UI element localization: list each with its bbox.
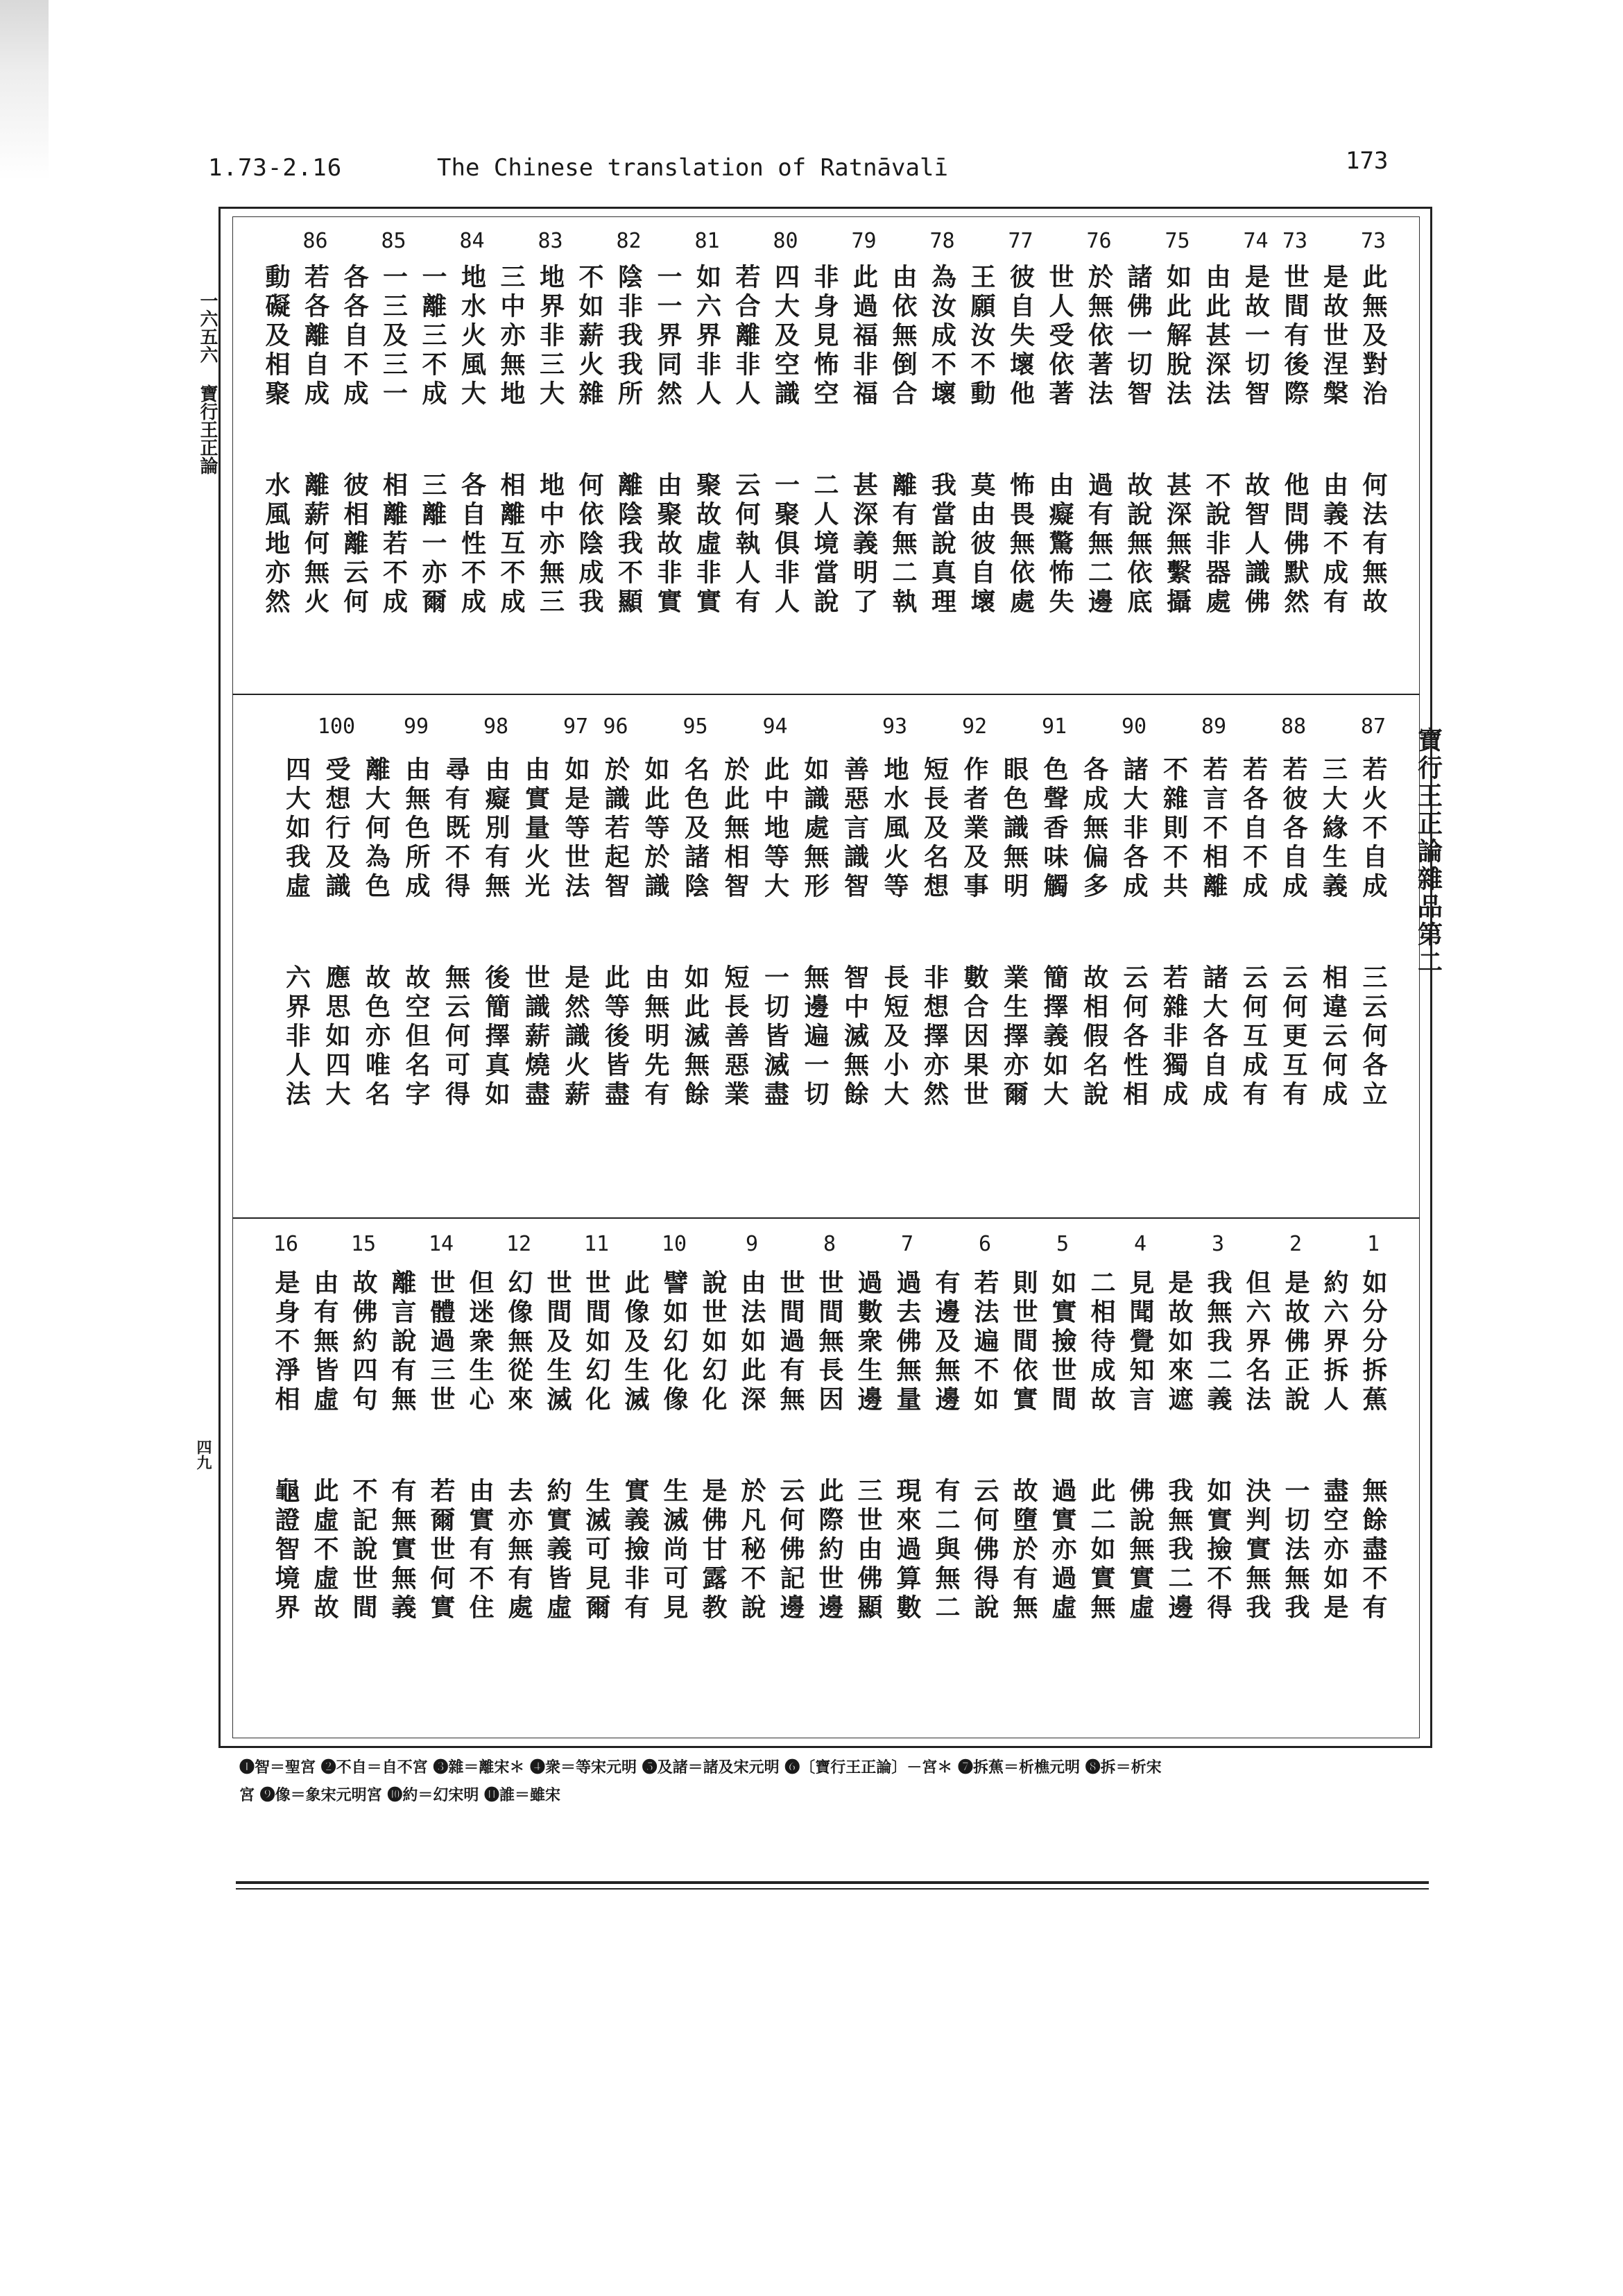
verse-line-upper: 如是等世法: [561, 756, 590, 902]
scan-edge-shadow: [0, 0, 49, 180]
verse-line-lower: 智中滅無餘: [840, 964, 870, 1110]
verse-line-upper: 故佛約四句: [349, 1269, 378, 1415]
verse-line-lower: 水風地亦然: [261, 472, 291, 617]
verse-line-lower: 云何更互有: [1279, 964, 1308, 1110]
verse-line-lower: 他問佛默然: [1280, 472, 1309, 617]
verse-line-upper: 此過福非福: [849, 264, 879, 409]
verse-number: 90: [1121, 714, 1147, 739]
verse-line-lower: 離薪何無火: [300, 472, 330, 617]
verse-line-lower: 故空但名字: [402, 964, 431, 1110]
verse-line-lower: 是佛甘露教: [698, 1477, 728, 1623]
verse-line-lower: 三離一亦爾: [418, 472, 447, 617]
verse-line-lower: 短長善惡業: [721, 964, 750, 1110]
verse-line-upper: 世間及生滅: [543, 1269, 572, 1415]
verse-line-upper: 一三及三一: [379, 264, 409, 409]
verse-line-upper: 說世如幻化: [698, 1269, 728, 1415]
verse-number: 96: [603, 714, 628, 739]
verse-line-lower: 如此滅無餘: [680, 964, 710, 1110]
verse-line-lower: 若雜非獨成: [1159, 964, 1189, 1110]
verse-line-upper: 譬如幻化像: [660, 1269, 689, 1415]
verse-line-lower: 故色亦唯名: [361, 964, 391, 1110]
verse-line-lower: 盡空亦如是: [1320, 1477, 1349, 1623]
verse-line-upper: 由實量火光: [521, 756, 551, 902]
verse-number: 93: [882, 714, 908, 739]
verse-line-lower: 二人境當說: [810, 472, 839, 617]
verse-line-lower: 若爾世何實: [427, 1477, 456, 1623]
verse-line-lower: 三世由佛顯: [854, 1477, 883, 1623]
verse-line-upper: 是故佛正說: [1281, 1269, 1310, 1415]
verse-line-upper: 各成無偏多: [1079, 756, 1109, 902]
verse-line-lower: 約實義皆虛: [543, 1477, 572, 1623]
verse-line-upper: 短長及名想: [920, 756, 950, 902]
verse-line-lower: 長短及小大: [880, 964, 909, 1110]
verse-number: 81: [694, 229, 720, 253]
verse-number: 86: [302, 229, 328, 253]
verse-line-upper: 善惡言識智: [840, 756, 870, 902]
verse-line-lower: 地中亦無三: [535, 472, 565, 617]
verse-line-lower: 如實撿不得: [1203, 1477, 1233, 1623]
verse-band-1-16: [236, 1228, 1415, 1741]
verse-line-upper: 眼色識無明: [999, 756, 1029, 902]
verse-line-lower: 不記說世間: [349, 1477, 378, 1623]
footnotes: [239, 1754, 1432, 1809]
verse-line-lower: 何法有無故: [1359, 472, 1388, 617]
verse-line-upper: 如六界非人: [692, 264, 722, 409]
verse-line-lower: 現來過算數: [893, 1477, 922, 1623]
verse-line-lower: 離陰我不顯: [614, 472, 644, 617]
bottom-rule-2: [236, 1888, 1429, 1890]
verse-number: 6: [978, 1232, 992, 1256]
verse-number: 95: [682, 714, 708, 739]
verse-line-upper: 為汝成不壞: [927, 264, 957, 409]
verse-line-upper: 世間如幻化: [582, 1269, 611, 1415]
verse-line-upper: 不雜則不共: [1159, 756, 1189, 902]
verse-number: 79: [851, 229, 877, 253]
verse-band-87-100: [236, 714, 1443, 1214]
verse-line-upper: 世間無長因: [815, 1269, 844, 1415]
margin-volume-label: 一六五六 寶行王正論: [197, 291, 218, 474]
verse-line-lower: 數合因果世: [960, 964, 989, 1110]
verse-line-upper: 陰非我我所: [614, 264, 644, 409]
verse-line-lower: 云何佛記邊: [776, 1477, 805, 1623]
footnote-line-2: 宮 ❾像＝象宋元明宮 ❿約＝幻宋明 ⓫誰＝雖宋: [239, 1786, 560, 1804]
bottom-rule-1: [236, 1881, 1429, 1884]
verse-line-upper: 不如薪火雜: [575, 264, 604, 409]
verse-line-lower: 我當說真理: [927, 472, 957, 617]
verse-line-upper: 如識處無形: [800, 756, 830, 902]
verse-number: 2: [1289, 1232, 1303, 1256]
verse-number: 84: [459, 229, 485, 253]
verse-line-upper: 若言不相離: [1199, 756, 1228, 902]
verse-line-lower: 龜證智境界: [271, 1477, 300, 1623]
verse-line-lower: 聚故虛非實: [692, 472, 722, 617]
verse-line-upper: 於此無相智: [721, 756, 750, 902]
verse-number: 9: [745, 1232, 759, 1256]
verse-number: 78: [929, 229, 955, 253]
verse-line-lower: 相離互不成: [497, 472, 526, 617]
band-divider-1: [232, 694, 1420, 695]
verse-line-lower: 不說非器處: [1202, 472, 1231, 617]
verse-line-upper: 若火不自成: [1359, 756, 1388, 902]
page-number: 173: [1346, 147, 1389, 175]
verse-line-lower: 此等後皆盡: [601, 964, 630, 1110]
verse-number: 80: [773, 229, 798, 253]
verse-line-lower: 無餘盡不有: [1359, 1477, 1388, 1623]
verse-line-lower: 實義撿非有: [621, 1477, 650, 1623]
verse-line-lower: 由無明先有: [641, 964, 670, 1110]
verse-line-upper: 各各自不成: [340, 264, 369, 409]
verse-line-lower: 是然識火薪: [561, 964, 590, 1110]
verse-line-upper: 作者業及事: [960, 756, 989, 902]
verse-line-lower: 各自性不成: [457, 472, 487, 617]
verse-line-upper: 一一界同然: [653, 264, 682, 409]
verse-line-upper: 若各自不成: [1239, 756, 1269, 902]
verse-band-73-86: [236, 222, 1415, 694]
verse-line-upper: 於無依著法: [1084, 264, 1114, 409]
verse-line-lower: 此虛不虛故: [310, 1477, 339, 1623]
verse-line-upper: 世間有後際: [1280, 264, 1309, 409]
verse-number: 4: [1133, 1232, 1147, 1256]
verse-line-lower: 由實有不住: [465, 1477, 495, 1623]
verse-line-lower: 故說無依底: [1124, 472, 1153, 617]
verse-number: 98: [483, 714, 509, 739]
verse-line-upper: 若合離非人: [732, 264, 761, 409]
verse-line-lower: 有無實無義: [388, 1477, 417, 1623]
verse-line-upper: 約六界拆人: [1320, 1269, 1349, 1415]
verse-line-lower: 一聚俱非人: [771, 472, 800, 617]
verse-number: 75: [1165, 229, 1190, 253]
verse-line-lower: 過實亦過虛: [1048, 1477, 1077, 1623]
verse-line-upper: 尋有既不得: [441, 756, 471, 902]
verse-number: 100: [317, 714, 356, 739]
verse-line-lower: 佛說無實虛: [1126, 1477, 1155, 1623]
verse-line-lower: 去亦無有處: [504, 1477, 533, 1623]
page-title: The Chinese translation of Ratnāvalī: [437, 154, 948, 182]
verse-number: 7: [900, 1232, 914, 1256]
verse-line-lower: 一切皆滅盡: [760, 964, 790, 1110]
verse-line-lower: 生滅尚可見: [660, 1477, 689, 1623]
verse-line-upper: 四大如我虛: [282, 756, 311, 902]
verse-line-upper: 如此解脫法: [1162, 264, 1192, 409]
verse-line-upper: 於識若起智: [601, 756, 630, 902]
verse-line-upper: 諸佛一切智: [1124, 264, 1153, 409]
verse-line-upper: 如分分拆蕉: [1359, 1269, 1388, 1415]
verse-line-upper: 非身見怖空: [810, 264, 839, 409]
verse-line-upper: 此像及生滅: [621, 1269, 650, 1415]
verse-number: 99: [403, 714, 429, 739]
verse-number: 76: [1086, 229, 1112, 253]
verse-line-upper: 三大緣生義: [1319, 756, 1348, 902]
verse-line-upper: 一離三不成: [418, 264, 447, 409]
verse-line-upper: 地界非三大: [535, 264, 565, 409]
verse-line-lower: 決判實無我: [1242, 1477, 1271, 1623]
verse-line-lower: 三云何各立: [1359, 964, 1388, 1110]
verse-number: 91: [1041, 714, 1067, 739]
verse-line-lower: 彼相離云何: [340, 472, 369, 617]
verse-line-upper: 由此甚深法: [1202, 264, 1231, 409]
verse-line-upper: 離言說有無: [388, 1269, 417, 1415]
verse-line-lower: 有二與無二: [931, 1477, 961, 1623]
verse-line-upper: 是故如來遮: [1165, 1269, 1194, 1415]
verse-line-upper: 由有無皆虛: [310, 1269, 339, 1415]
verse-line-lower: 何依陰成我: [575, 472, 604, 617]
verse-line-upper: 若各離自成: [300, 264, 330, 409]
verse-number: 87: [1360, 714, 1386, 739]
verse-number: 10: [661, 1232, 687, 1256]
verse-line-upper: 諸大非各成: [1119, 756, 1149, 902]
verse-number: 8: [823, 1232, 836, 1256]
verse-line-upper: 是故一切智: [1241, 264, 1271, 409]
verse-number: 85: [381, 229, 406, 253]
verse-line-lower: 非想擇亦然: [920, 964, 950, 1110]
verse-line-upper: 此無及對治: [1359, 264, 1388, 409]
verse-line-upper: 由無色所成: [402, 756, 431, 902]
verse-line-upper: 彼自失壞他: [1006, 264, 1036, 409]
verse-line-upper: 離大何為色: [361, 756, 391, 902]
verse-number: 77: [1008, 229, 1033, 253]
verse-line-upper: 三中亦無地: [497, 264, 526, 409]
verse-line-upper: 王願汝不動: [967, 264, 996, 409]
verse-line-upper: 世間過有無: [776, 1269, 805, 1415]
verse-line-lower: 故相假名說: [1079, 964, 1109, 1110]
verse-line-lower: 由義不成有: [1319, 472, 1349, 617]
verse-line-upper: 若法遍不如: [970, 1269, 999, 1415]
verse-line-lower: 一切法無我: [1281, 1477, 1310, 1623]
verse-line-upper: 過去佛無量: [893, 1269, 922, 1415]
verse-line-upper: 四大及空識: [771, 264, 800, 409]
verse-line-upper: 是身不淨相: [271, 1269, 300, 1415]
verse-line-lower: 世識薪燒盡: [521, 964, 551, 1110]
verse-number: 3: [1211, 1232, 1225, 1256]
verse-number: 97: [563, 714, 589, 739]
verse-line-upper: 地水火風大: [457, 264, 487, 409]
verse-number: 82: [616, 229, 642, 253]
verse-line-upper: 名色及諸陰: [680, 756, 710, 902]
verse-number: 14: [428, 1232, 454, 1256]
margin-page-stamp: 四九: [194, 1439, 212, 1470]
verse-number: 83: [538, 229, 563, 253]
verse-number: 74: [1243, 229, 1269, 253]
verse-line-upper: 有邊及無邊: [931, 1269, 961, 1415]
verse-line-lower: 相離若不成: [379, 472, 409, 617]
verse-line-lower: 此際約世邊: [815, 1477, 844, 1623]
verse-line-lower: 諸大各自成: [1199, 964, 1228, 1110]
verse-number: 1: [1366, 1232, 1380, 1256]
section-range: 1.73-2.16: [208, 154, 343, 182]
verse-line-upper: 若彼各自成: [1279, 756, 1308, 902]
verse-line-lower: 我無我二邊: [1165, 1477, 1194, 1623]
verse-line-lower: 云何佛得說: [970, 1477, 999, 1623]
verse-line-lower: 業生擇亦爾: [999, 964, 1029, 1110]
verse-line-upper: 地水風火等: [880, 756, 909, 902]
verse-line-lower: 甚深義明了: [849, 472, 879, 617]
verse-line-upper: 受想行及識: [322, 756, 351, 902]
verse-line-lower: 無邊遍一切: [800, 964, 830, 1110]
verse-number: 5: [1056, 1232, 1070, 1256]
verse-line-upper: 見聞覺知言: [1126, 1269, 1155, 1415]
verse-number: 88: [1280, 714, 1307, 739]
verse-line-lower: 生滅可見爾: [582, 1477, 611, 1623]
verse-line-upper: 如實撿世間: [1048, 1269, 1077, 1415]
verse-line-lower: 甚深無繫攝: [1162, 472, 1192, 617]
verse-line-lower: 由聚故非實: [653, 472, 682, 617]
footnote-line-1: ❶智＝聖宮 ❷不自＝自不宮 ❸雜＝離宋＊ ❹衆＝等宋元明 ❺及諸＝諸及宋元明 ❻〔寶行王正論〕－宮＊ ❼拆蕉＝析樵元明 ❽拆＝析宋: [239, 1758, 1162, 1776]
verse-number: 73: [1282, 229, 1308, 253]
verse-line-upper: 世人受依著: [1045, 264, 1074, 409]
verse-line-upper: 過數衆生邊: [854, 1269, 883, 1415]
verse-line-lower: 云何各性相: [1119, 964, 1149, 1110]
verse-line-upper: 是故世涅槃: [1319, 264, 1349, 409]
verse-number: 12: [506, 1232, 532, 1256]
verse-number: 94: [762, 714, 788, 739]
verse-line-lower: 怖畏無依處: [1006, 472, 1036, 617]
verse-line-lower: 故墮於有無: [1009, 1477, 1038, 1623]
verse-line-lower: 過有無二邊: [1084, 472, 1114, 617]
verse-line-lower: 故智人識佛: [1241, 472, 1271, 617]
verse-number: 16: [273, 1232, 299, 1256]
verse-line-upper: 動礙及相聚: [261, 264, 291, 409]
verse-line-upper: 由癡別有無: [481, 756, 510, 902]
verse-line-lower: 六界非人法: [282, 964, 311, 1110]
verse-line-upper: 但六界名法: [1242, 1269, 1271, 1415]
verse-number: 89: [1201, 714, 1227, 739]
verse-line-lower: 云何執人有: [732, 472, 761, 617]
verse-number: 11: [583, 1232, 610, 1256]
verse-line-upper: 由依無倒合: [888, 264, 918, 409]
verse-line-upper: 二相待成故: [1087, 1269, 1116, 1415]
verse-number: 15: [350, 1232, 377, 1256]
verse-number: 73: [1360, 229, 1386, 253]
verse-line-upper: 此中地等大: [760, 756, 790, 902]
chapter-title: 寶行王正論雜品第二: [1414, 727, 1443, 977]
verse-line-upper: 世體過三世: [427, 1269, 456, 1415]
verse-line-upper: 幻像無從來: [504, 1269, 533, 1415]
verse-number: 92: [961, 714, 988, 739]
verse-line-upper: 但迷衆生心: [465, 1269, 495, 1415]
verse-line-lower: 莫由彼自壞: [967, 472, 996, 617]
verse-line-lower: 相違云何成: [1319, 964, 1348, 1110]
verse-line-lower: 離有無二執: [888, 472, 918, 617]
band-divider-2: [232, 1217, 1420, 1219]
verse-line-upper: 由法如此深: [737, 1269, 766, 1415]
verse-line-lower: 此二如實無: [1087, 1477, 1116, 1623]
verse-line-lower: 簡擇義如大: [1040, 964, 1069, 1110]
verse-line-lower: 由癡驚怖失: [1045, 472, 1074, 617]
verse-line-lower: 後簡擇真如: [481, 964, 510, 1110]
verse-line-upper: 如此等於識: [641, 756, 670, 902]
verse-line-lower: 云何互成有: [1239, 964, 1269, 1110]
verse-line-upper: 則世間依實: [1009, 1269, 1038, 1415]
verse-line-lower: 於凡秘不說: [737, 1477, 766, 1623]
verse-line-upper: 我無我二義: [1203, 1269, 1233, 1415]
verse-line-upper: 色聲香味觸: [1040, 756, 1069, 902]
verse-line-lower: 應思如四大: [322, 964, 351, 1110]
verse-line-lower: 無云何可得: [441, 964, 471, 1110]
